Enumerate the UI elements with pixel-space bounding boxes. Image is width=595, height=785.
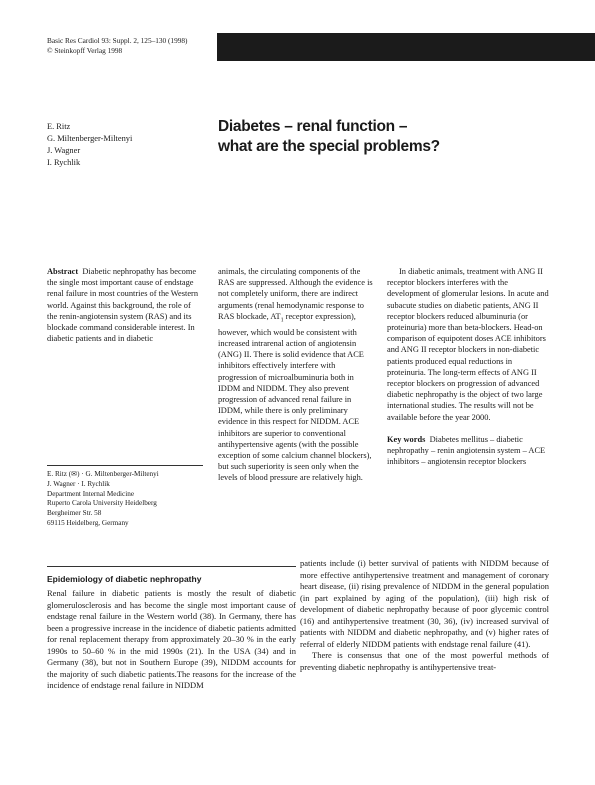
copyright-line: © Steinkopff Verlag 1998: [47, 46, 123, 55]
body-text: Renal failure in diabetic patients is mostly the result of diabetic glomerulosclerosis and has become the single most important cause of endstage renal failure in the Western world (38). In Germany, there has been a progressive increase in the incidence of diabetic patients admitted for renal replacement therapy from approximately 20–30 % in the early 1990s to 50–60 % in the mid 1990s (21). In the USA (34) and in Germany (38), but not in Southern Europe (39), NIDDM accounts for the majority of such diabetic patients.The reasons for the increase of the incidence of endstage renal failure in NIDDM: [47, 588, 296, 690]
address-line: 69115 Heidelberg, Germany: [47, 518, 129, 527]
title-line: what are the special problems?: [218, 138, 440, 155]
address-line: Department Internal Medicine: [47, 489, 135, 498]
abstract-column-2: [218, 266, 376, 484]
author-list: [47, 121, 132, 169]
abstract-column-3: [387, 266, 549, 467]
address-line: Bergheimer Str. 58: [47, 509, 102, 518]
address-line: Ruperto Carola University Heidelberg: [47, 499, 157, 508]
divider: [47, 465, 203, 466]
author-name: G. Miltenberger-Miltenyi: [47, 134, 133, 143]
keywords-text: Diabetes mellitus – diabetic nephropathy – renin angiotensin system – ACE inhibitors – angiotensin receptor blockers: [387, 434, 546, 467]
body-column-right: [300, 558, 549, 673]
abstract-text: In diabetic animals, treatment with ANG II receptor blockers interferes with the development of glomerular lesions. In acute and subacute studies on diabetic patients, ANG II receptor blockers reduced albuminuria (or proteinuria) more than beta-blockers. Head-on comparison of equipotent doses ACE inhibitors and ANG II receptor blockers in non-diabetic patients produced equal reductions in proteinuria. The long-term effects of ANG II receptor blockers on progression of advanced diabetic nephropathy is the object of two large international studies. The results will not be available before the year 2000.: [387, 267, 549, 422]
author-name: I. Rychlik: [47, 158, 81, 167]
author-name: J. Wagner: [47, 146, 81, 155]
abstract-column: [47, 266, 203, 344]
keywords-label: Key words: [387, 434, 426, 444]
journal-citation-line: Basic Res Cardiol 93: Suppl. 2, 125–130 (1998): [47, 36, 188, 45]
subscript: 1: [280, 317, 284, 324]
body-text: patients include (i) better survival of patients with NIDDM because of more effective antihypertensive treatment and management of coronary heart disease, (ii) rising prevalence of NIDDM in the general population (in part explained by aging of the population), (iii) high risk of development of diabetic nephropathy because of poor glycemic control (16) and antihypertensive treatment (30, 36), (iv) increased survival of patients with NIDDM and diabetic nephropathy, and (v) higher rates of referral of elderly NIDDM patients with endstage renal failure (41).: [300, 558, 549, 649]
article-title: [218, 117, 578, 157]
correspondence-address: [47, 470, 159, 529]
header-bar: [217, 33, 595, 61]
address-line: E. Ritz (✉) · G. Miltenberger-Miltenyi: [47, 470, 159, 478]
section-divider: [47, 566, 296, 567]
section-heading: Epidemiology of diabetic nephropathy: [47, 574, 202, 584]
journal-citation: [47, 36, 187, 56]
title-line: Diabetes – renal function –: [218, 118, 408, 135]
body-column-left: [47, 588, 296, 692]
author-name: E. Ritz: [47, 122, 71, 131]
abstract-text: receptor expression), however, which would be consistent with increased intrarenal action of angiotensin (ANG) II. There is solid evidence that ACE inhibitors effectively interfere with progression of microalbuminuria both in IDDM and NIDDM. They also prevent progression of advanced renal failure in IDDM, while there is only preliminary evidence in this respect for NIDDM. ACE inhibitors are superior to conventional antihypertensive agents (with the possible exception of some calcium channel blockers), but such superiority is seen only when the levels of blood pressure are relatively high.: [218, 311, 372, 483]
abstract-text: Diabetic nephropathy has become the single most important cause of endstage renal failure in most countries of the Western world. Against this background, the role of the renin-angiotensin system (RAS) and its blockade command considerable interest. In diabetic patients and in diabetic: [47, 267, 199, 344]
address-line: J. Wagner · I. Rychlik: [47, 479, 110, 488]
abstract-text: animals, the circulating components of the RAS are suppressed. Although the evidence is not completely uniform, there are indirect arguments (renal hemodynamic response to RAS blockade, AT: [218, 267, 373, 321]
abstract-label: Abstract: [47, 267, 79, 276]
body-text: There is consensus that one of the most powerful methods of preventing diabetic nephropathy is antihypertensive treat-: [300, 650, 549, 672]
